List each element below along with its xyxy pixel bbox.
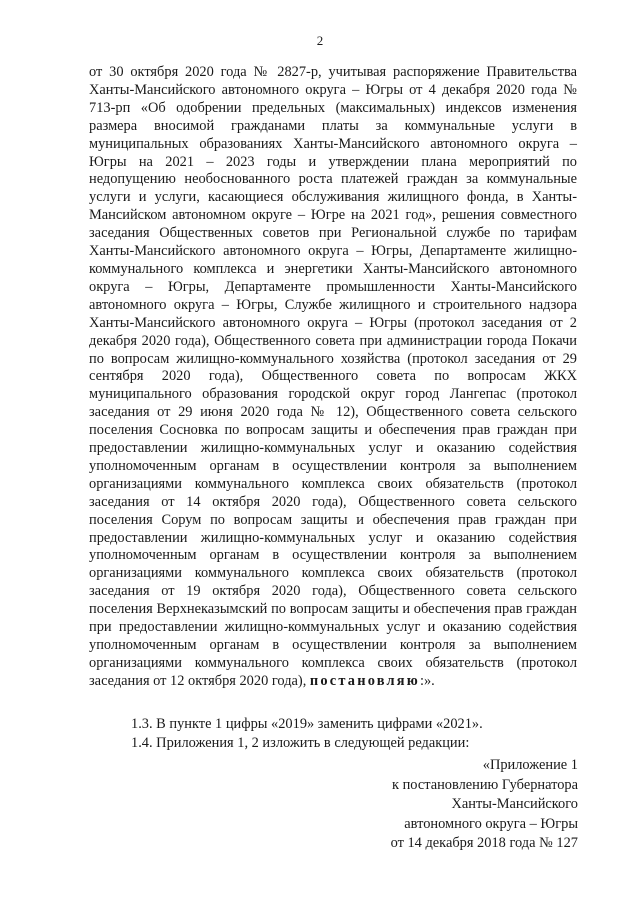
annex-line-date: от 14 декабря 2018 года № 127 bbox=[390, 835, 578, 852]
amendment-item-1-4: 1.4. Приложения 1, 2 изложить в следующей редакции: bbox=[131, 735, 470, 751]
decree-word: постановляю bbox=[309, 672, 420, 689]
annex-header bbox=[318, 756, 578, 854]
page-number: 2 bbox=[316, 33, 324, 48]
annex-title: «Приложение 1 bbox=[482, 757, 578, 773]
annex-line-region: Ханты-Мансийского bbox=[451, 796, 578, 813]
annex-line-okrug: автономного округа – Югры bbox=[404, 815, 578, 832]
amendment-item-1-3: 1.3. В пункте 1 цифры «2019» заменить цифрами «2021». bbox=[131, 716, 483, 732]
amendment-items bbox=[89, 715, 577, 753]
decree-suffix: :». bbox=[419, 672, 435, 689]
main-paragraph bbox=[89, 64, 577, 691]
paragraph-text: от 30 октября 2020 года № 2827-р, учитывая распоряжение Правительства Ханты-Мансийского автономного округа – Югры от 4 декабря 2020 года № 713-рп «Об одобрении предельных (максимальных) индексов изменения размера вносимой гражданами платы за коммунальные услуги в муниципальных образованиях Ханты-Мансийского автономного округа – Югры на 2021 – 2023 годы и утверждении плана мероприятий по недопущению необоснованного роста платежей граждан за коммунальные услуги и услуги, касающиеся обслуживания жилищного фонда, в Ханты-Мансийском автономном округе – Югре на 2021 год», решения совместного заседания Общественных советов при Региональной службе по тарифам Ханты-Мансийского автономного округа – Югры, Департаменте жилищно-коммунального комплекса и энергетики Ханты-Мансийского автономного округа – Югры, Департаменте промышленности Ханты-Мансийского автономного округа – Югры, Службе жилищного и строительного надзора Ханты-Мансийского автономного округа – Югры (протокол заседания от 2 декабря 2020 года), Общественного совета при администрации города Покачи по вопросам жилищно-коммунального хозяйства (протокол заседания от 29 сентября 2020 года), Общественного совета по вопросам ЖКХ муниципального образования городской округ город Лангепас (протокол заседания от 29 июня 2020 года № 12), Общественного совета сельского поселения Сосновка по вопросам защиты и обеспечения прав граждан при предоставлении жилищно-коммунальных услуг и оказанию содействия уполномоченным органам в осуществлении контроля за выполнением организациями коммунального комплекса своих обязательств (протокол заседания от 14 октября 2020 года), Общественного совета сельского поселения Сорум по вопросам защиты и обеспечения прав граждан при предоставлении жилищно-коммунальных услуг и оказанию содействия уполномоченным органам в осуществлении контроля за выполнением организациями коммунального комплекса своих обязательств (протокол заседания от 19 октября 2020 года), Общественного совета сельского поселения Верхнеказымский по вопросам защиты и обеспечения прав граждан при предоставлении жилищно-коммунальных услуг и оказанию содействия уполномоченным органам в осуществлении контроля за выполнением организациями коммунального комплекса своих обязательств (протокол заседания от 12 октября 2020 года), bbox=[89, 64, 577, 689]
annex-line-resolution: к постановлению Губернатора bbox=[392, 776, 578, 793]
main-paragraph-block bbox=[89, 64, 577, 691]
